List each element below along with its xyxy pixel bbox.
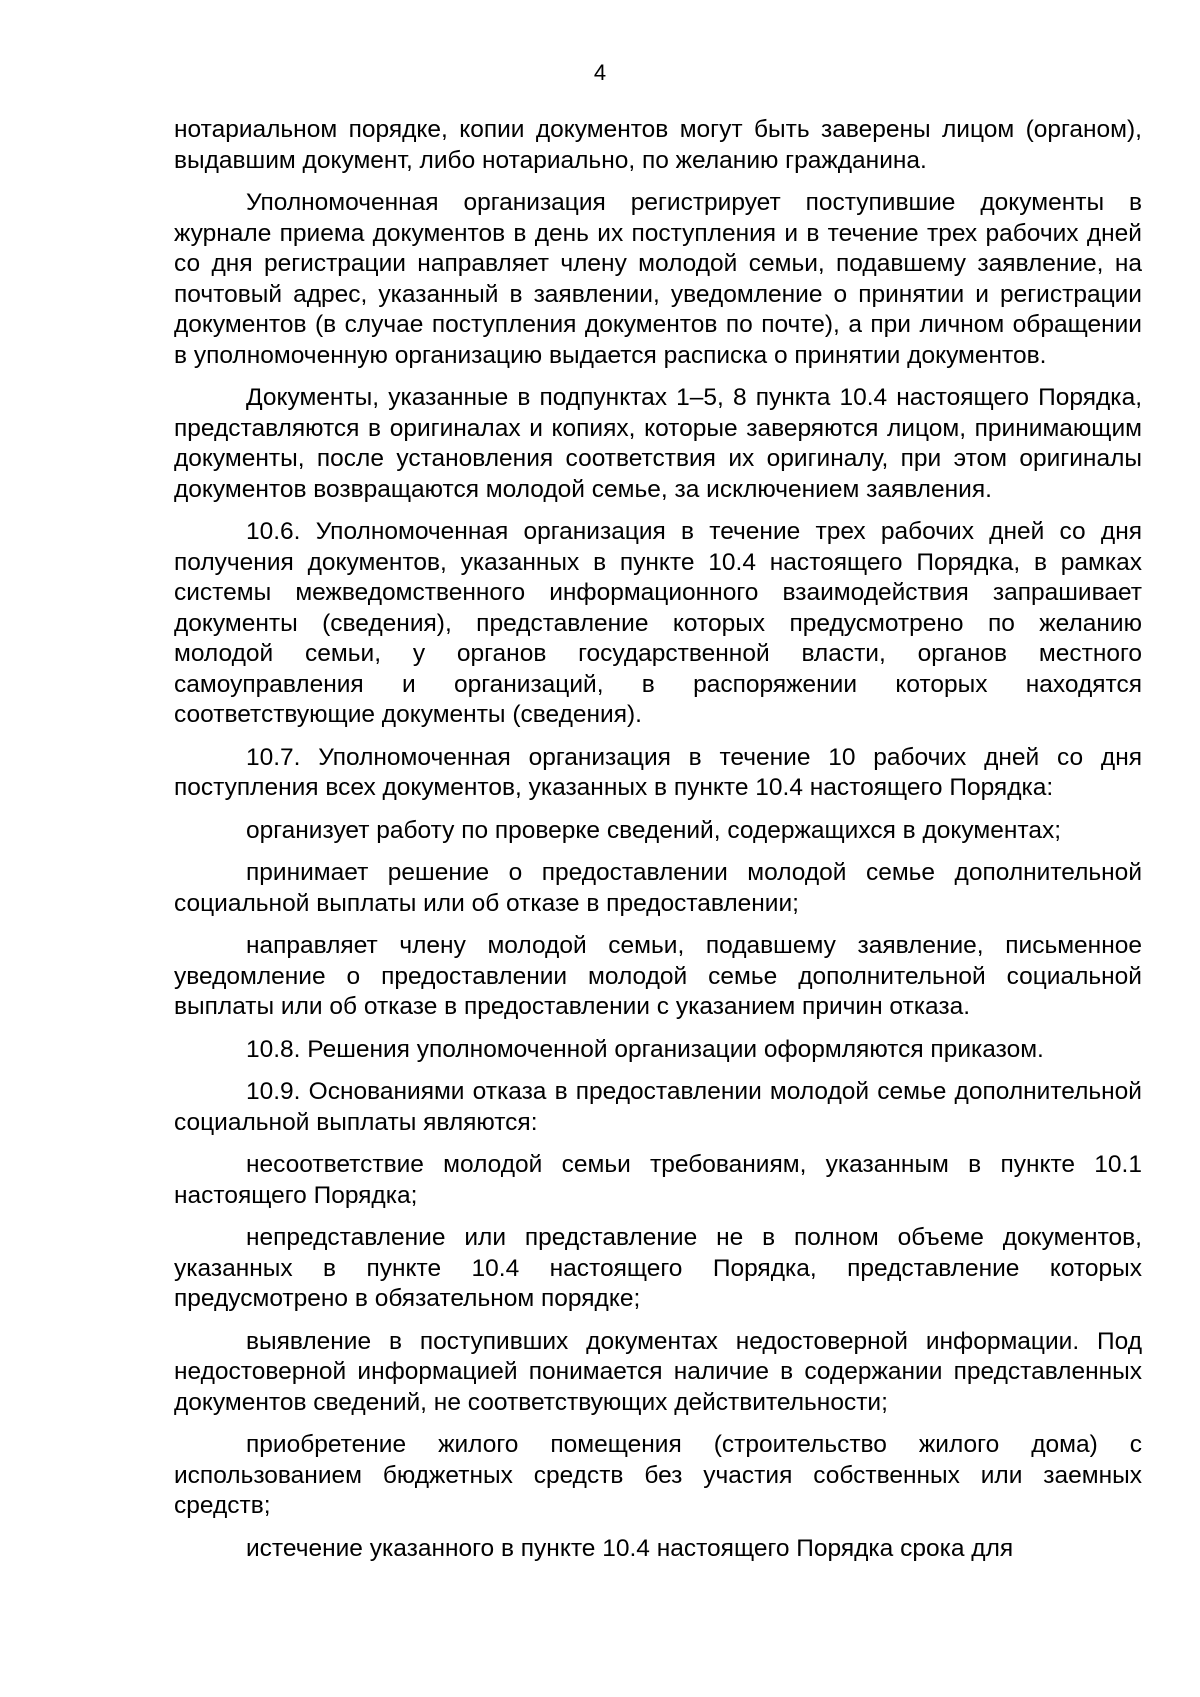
paragraph: нотариальном порядке, копии документов могут быть заверены лицом (органом), выдавшим документ, либо нотариально, по желанию гражданина.: [174, 116, 1142, 174]
paragraph: организует работу по проверке сведений, содержащихся в документах;: [246, 816, 1061, 844]
paragraph: 10.6. Уполномоченная организация в течение трех рабочих дней со дня получения документов, указанных в пункте 10.4 настоящего Порядка, в рамках системы межведомственного информационного взаимодействия запрашивает документы (сведения), представление которых предусмотрено по желанию молодой семьи, у органов государственной власти, органов местного самоуправления и организаций, в распоряжении которых находятся соответствующие документы (сведения).: [174, 518, 1142, 728]
paragraph: 10.8. Решения уполномоченной организации оформляются приказом.: [246, 1035, 1044, 1063]
paragraph: истечение указанного в пункте 10.4 настоящего Порядка срока для: [246, 1534, 1014, 1562]
paragraph: непредставление или представление не в полном объеме документов, указанных в пункте 10.4 настоящего Порядка, представление которых предусмотрено в обязательном порядке;: [174, 1224, 1142, 1312]
paragraph: 10.9. Основаниями отказа в предоставлении молодой семье дополнительной социальной выплаты являются:: [174, 1078, 1142, 1136]
page-number: 4: [593, 60, 607, 85]
paragraph: Уполномоченная организация регистрирует поступившие документы в журнале приема документов в день их поступления и в течение трех рабочих дней со дня регистрации направляет члену молодой семьи, подавшему заявление, на почтовый адрес, указанный в заявлении, уведомление о принятии и регистрации документов (в случае поступления документов по почте), а при личном обращении в уполномоченную организацию выдается расписка о принятии документов.: [174, 189, 1142, 369]
paragraph: выявление в поступивших документах недостоверной информации. Под недостоверной информацией понимается наличие в содержании представленных документов сведений, не соответствующих действительности;: [174, 1327, 1142, 1416]
paragraph: 10.7. Уполномоченная организация в течение 10 рабочих дней со дня поступления всех документов, указанных в пункте 10.4 настоящего Порядка:: [174, 743, 1142, 801]
paragraph: принимает решение о предоставлении молодой семье дополнительной социальной выплаты или об отказе в предоставлении;: [174, 859, 1142, 917]
paragraph: приобретение жилого помещения (строительство жилого дома) с использованием бюджетных средств без участия собственных или заемных средств;: [174, 1431, 1142, 1519]
paragraph: направляет члену молодой семьи, подавшему заявление, письменное уведомление о предоставлении молодой семье дополнительной социальной выплаты или об отказе в предоставлении с указанием причин отказа.: [174, 932, 1142, 1020]
paragraph: несоответствие молодой семьи требованиям, указанным в пункте 10.1 настоящего Порядка;: [174, 1151, 1142, 1209]
paragraph: Документы, указанные в подпунктах 1–5, 8 пункта 10.4 настоящего Порядка, представляются в оригиналах и копиях, которые заверяются лицом, принимающим документы, после установления соответствия их оригиналу, при этом оригиналы документов возвращаются молодой семье, за исключением заявления.: [174, 384, 1142, 503]
document-body: [174, 115, 1142, 1576]
